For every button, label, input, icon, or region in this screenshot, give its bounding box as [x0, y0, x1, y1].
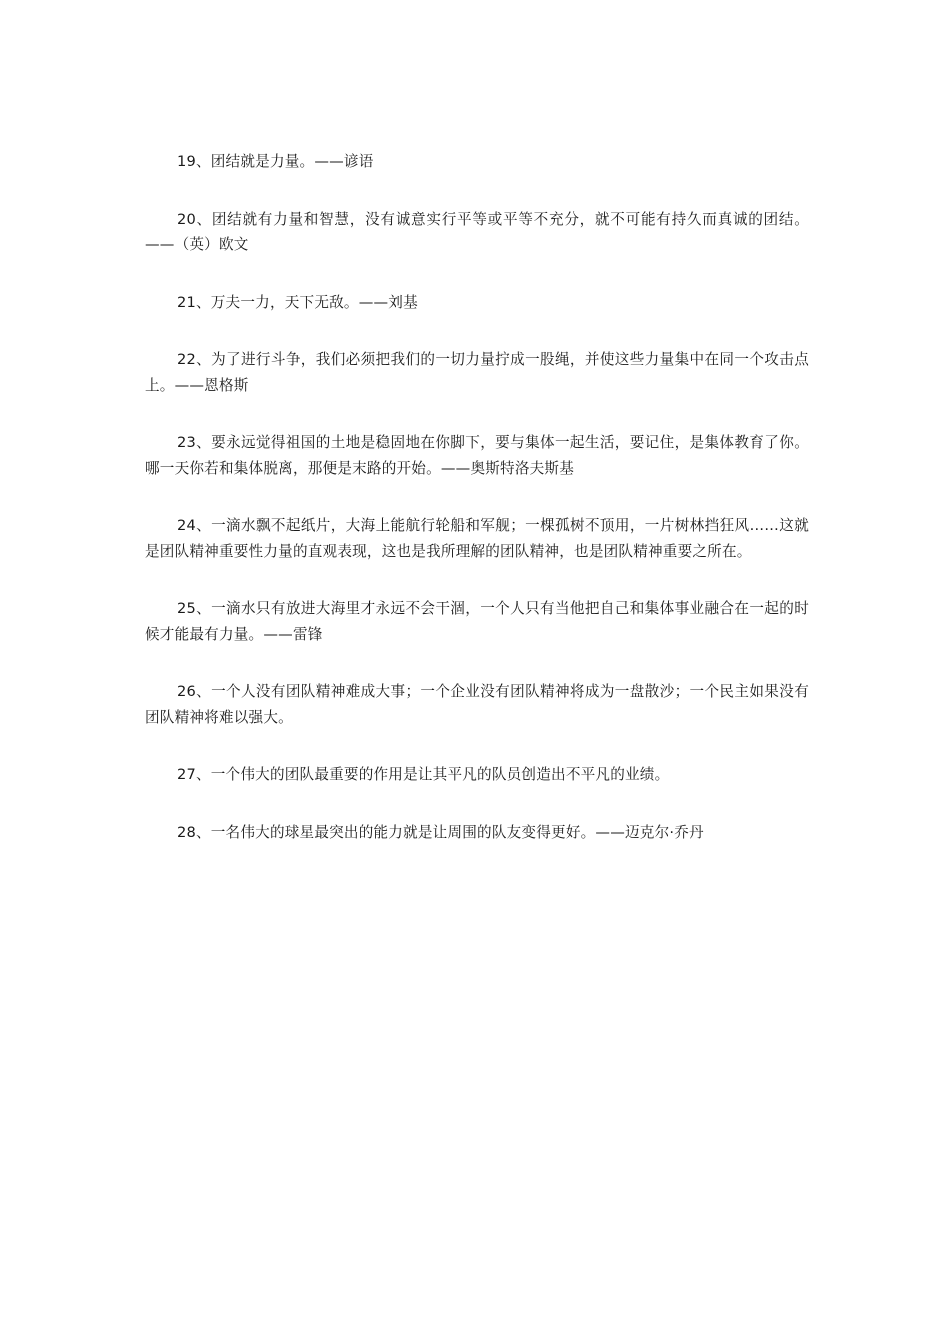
quote-paragraph-26: 26、一个人没有团队精神难成大事；一个企业没有团队精神将成为一盘散沙；一个民主如果没有团队精神将难以强大。	[145, 683, 809, 726]
quote-paragraph-25: 25、一滴水只有放进大海里才永远不会干涸，一个人只有当他把自己和集体事业融合在一起的时候才能最有力量。——雷锋	[145, 600, 809, 643]
quote-paragraph-24: 24、一滴水飘不起纸片，大海上能航行轮船和军舰；一棵孤树不顶用，一片树林挡狂风……这就是团队精神重要性力量的直观表现，这也是我所理解的团队精神，也是团队精神重要之所在。	[145, 517, 809, 560]
document-body	[145, 149, 809, 877]
quote-paragraph-28: 28、一名伟大的球星最突出的能力就是让周围的队友变得更好。——迈克尔·乔丹	[177, 823, 704, 841]
quote-paragraph-19: 19、团结就是力量。——谚语	[177, 153, 374, 170]
quote-paragraph-27: 27、一个伟大的团队最重要的作用是让其平凡的队员创造出不平凡的业绩。	[177, 766, 670, 783]
quote-paragraph-21: 21、万夫一力，天下无敌。——刘基	[177, 293, 418, 311]
quote-paragraph-20: 20、团结就有力量和智慧，没有诚意实行平等或平等不充分，就不可能有持久而真诚的团结。——（英）欧文	[145, 210, 809, 253]
quote-paragraph-22: 22、为了进行斗争，我们必须把我们的一切力量拧成一股绳，并使这些力量集中在同一个攻击点上。——恩格斯	[145, 351, 809, 394]
quote-paragraph-23: 23、要永远觉得祖国的土地是稳固地在你脚下，要与集体一起生活，要记住，是集体教育了你。哪一天你若和集体脱离，那便是末路的开始。——奥斯特洛夫斯基	[145, 434, 809, 477]
